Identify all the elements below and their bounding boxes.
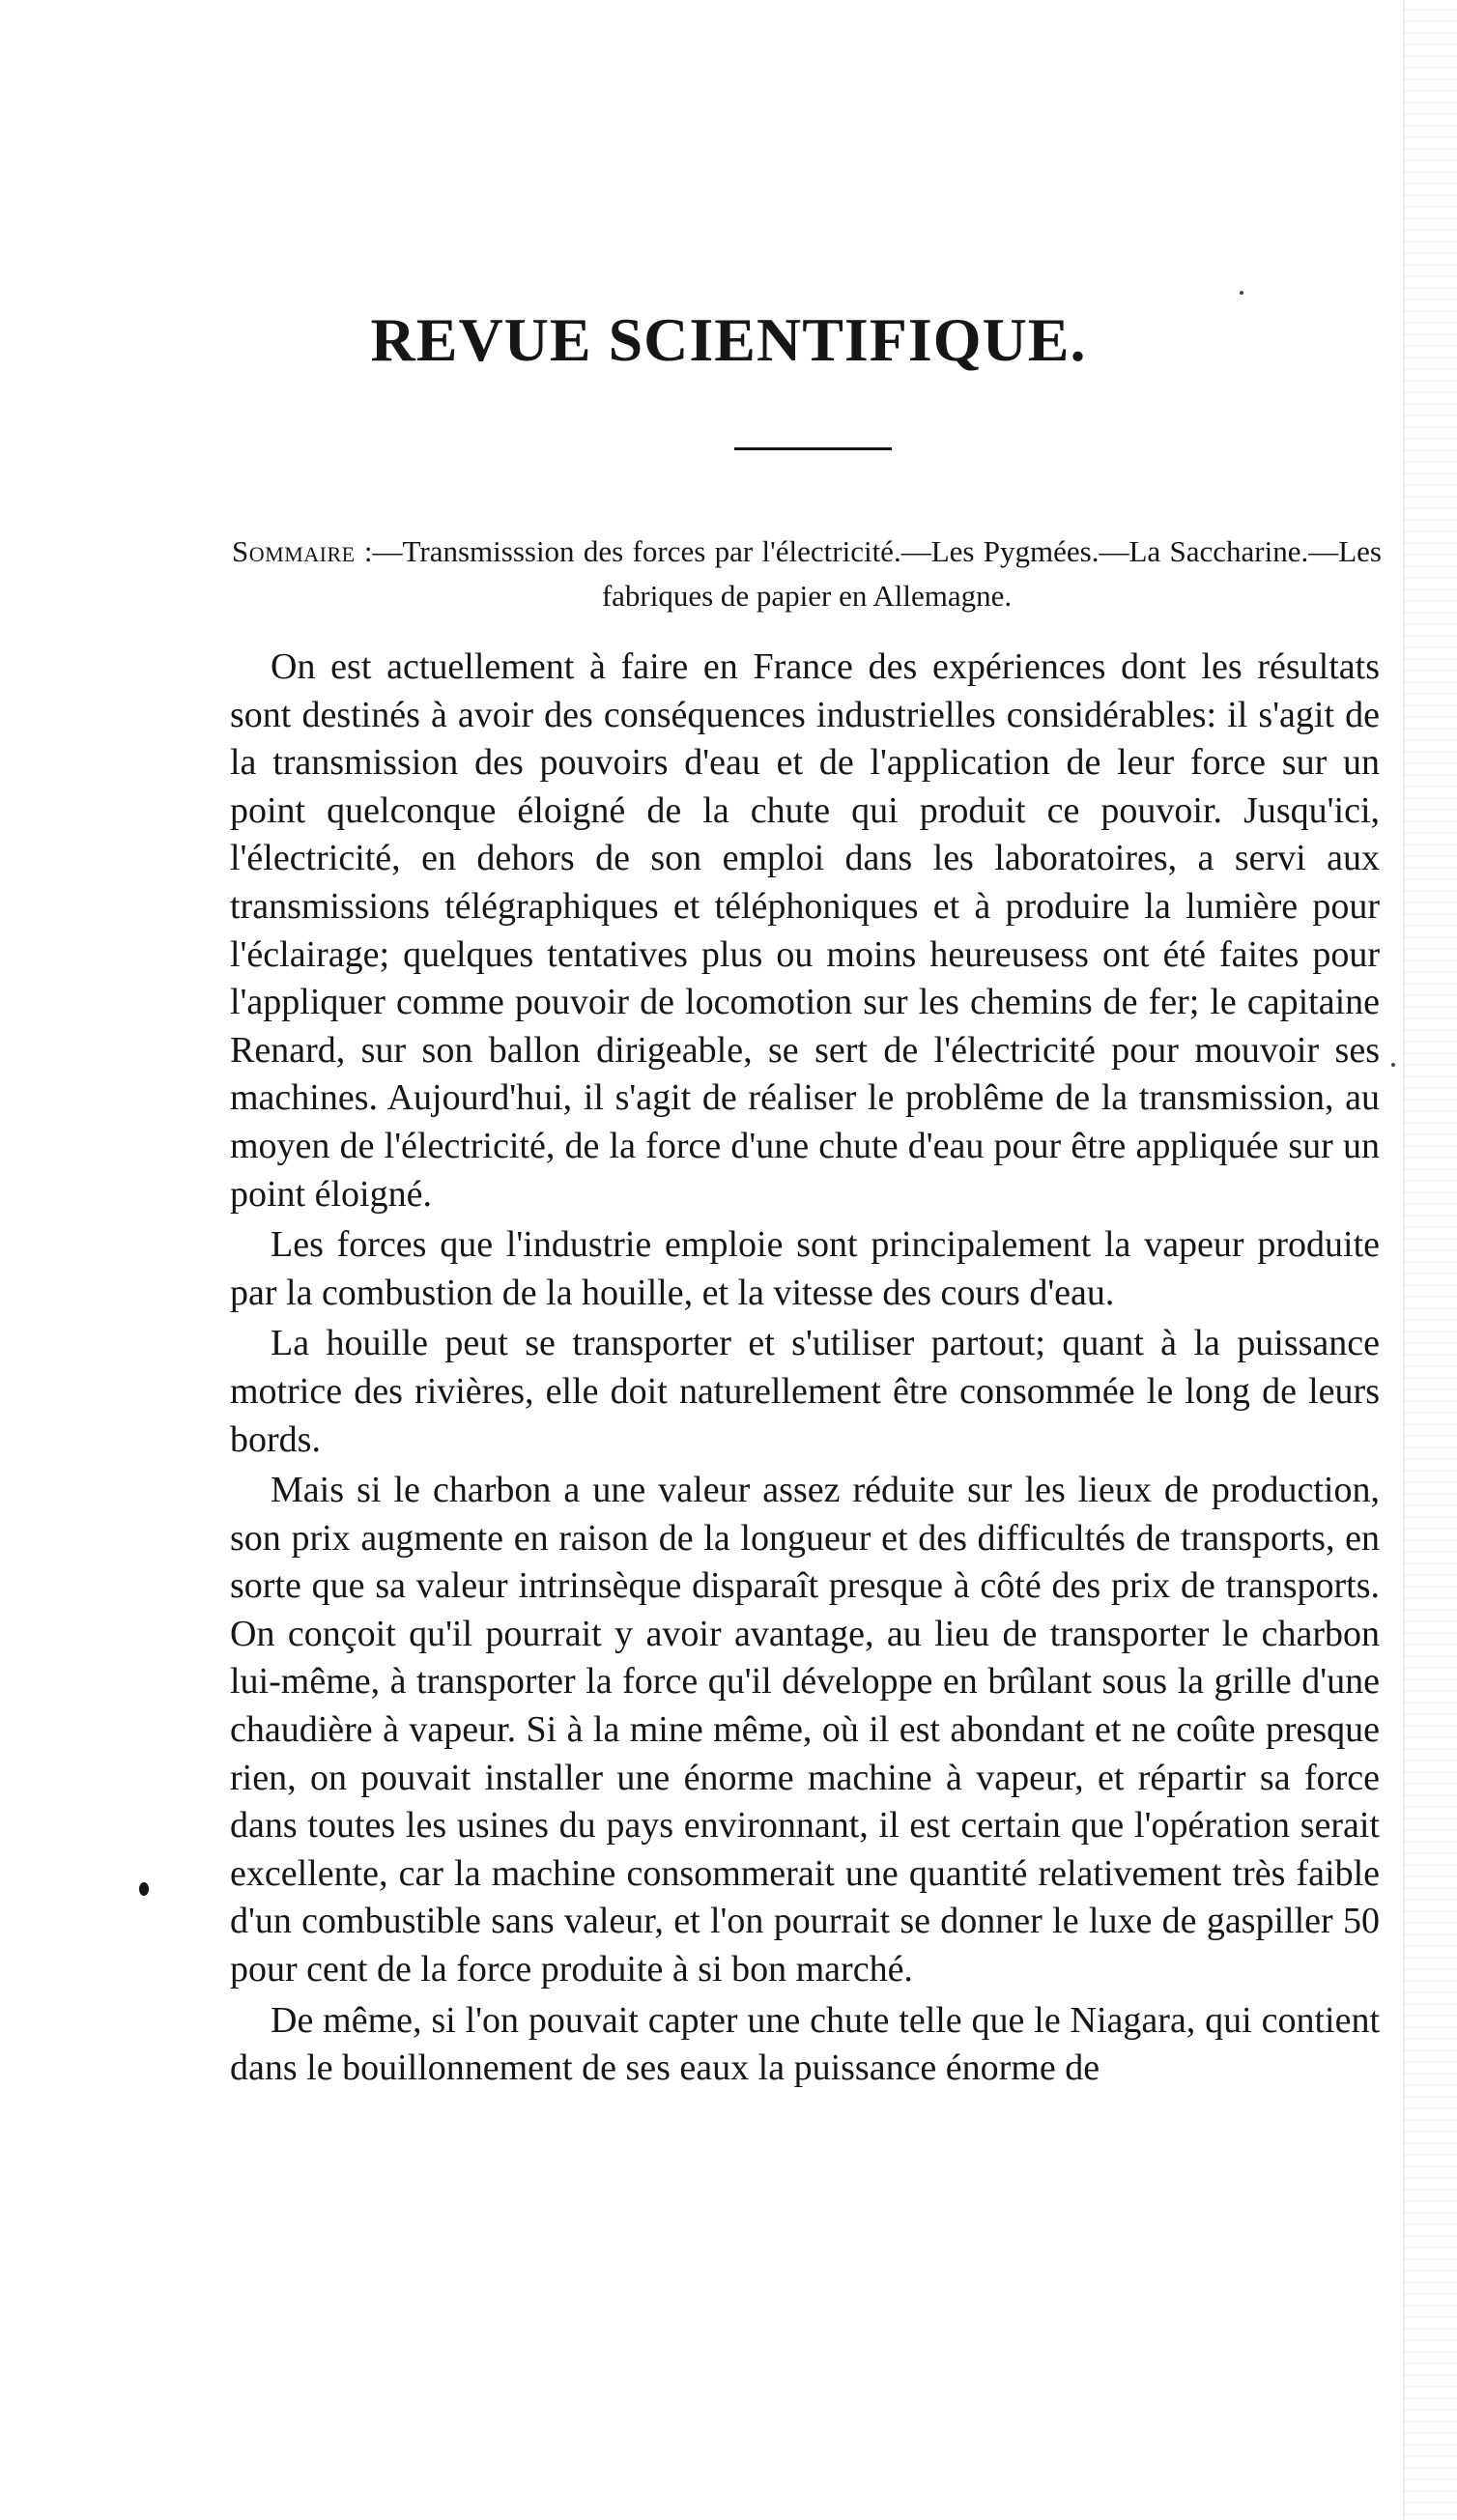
summary-label: Sommaire (232, 534, 356, 568)
paragraph: Mais si le charbon a une valeur assez réduite sur les lieux de production, son prix augmente en raison de la longueur et des difficultés de transports, en sorte que sa valeur intrinsèque disparaît presque à côté des prix de transports. On conçoit qu'il pourrait y avoir avantage, au lieu de transporter le charbon lui-même, à transporter la force qu'il développe en brûlant sous la grille d'une chaudière à vapeur. Si à la mine même, où il est abondant et ne coûte presque rien, on pouvait installer une énorme machine à vapeur, et répartir sa force dans toutes les usines du pays environnant, il est certain que l'opération serait excellente, car la machine consommerait une quantité relativement très faible d'un combustible sans valeur, et l'on pourrait se donner le luxe de gaspiller 50 pour cent de la force produite à si bon marché. (230, 1470, 1380, 1990)
paragraph: On est actuellement à faire en France des expériences dont les résultats sont destinés à avoir des conséquences industrielles considérables: il s'agit de la transmission des pouvoirs d'eau et de l'application de leur force sur un point quelconque éloigné de la chute qui produit ce pouvoir. Jusqu'ici, l'électricité, en dehors de son emploi dans les laboratoires, a servi aux transmissions télégraphiques et téléphoniques et à produire la lumière pour l'éclairage; quelques tentatives plus ou moins heureusess ont été faites pour l'appliquer comme pouvoir de locomotion sur les chemins de fer; le capitaine Renard, sur son ballon dirigeable, se sert de l'électricité pour mouvoir ses machines. Aujourd'hui, il s'agit de réaliser le problême de la transmission, au moyen de l'électricité, de la force d'une chute d'eau pour être appliquée sur un point éloigné. (230, 646, 1380, 1215)
paragraph: De même, si l'on pouvait capter une chute telle que le Niagara, qui contient dans le bouillonnement de ses eaux la puissance énorme de (230, 1999, 1380, 2089)
paragraph: Les forces que l'industrie emploie sont principalement la vapeur produite par la combustion de la houille, et la vitesse des cours d'eau. (230, 1224, 1380, 1313)
ink-speck (1240, 291, 1243, 295)
summary-text: :—Transmisssion des forces par l'électricité.—Les Pygmées.—La Saccharine.—Les fabriques de papier en Allemagne. (355, 534, 1382, 613)
paragraph: La houille peut se transporter et s'utiliser partout; quant à la puissance motrice des rivières, elle doit naturellement être consommée le long de leurs bords. (230, 1323, 1380, 1460)
margin-ink-mark (139, 1882, 149, 1896)
article-body (230, 644, 1380, 2096)
title-divider (734, 447, 892, 450)
page-title: REVUE SCIENTIFIQUE. (370, 305, 1087, 374)
ink-speck (1391, 1063, 1395, 1067)
summary (232, 530, 1382, 618)
